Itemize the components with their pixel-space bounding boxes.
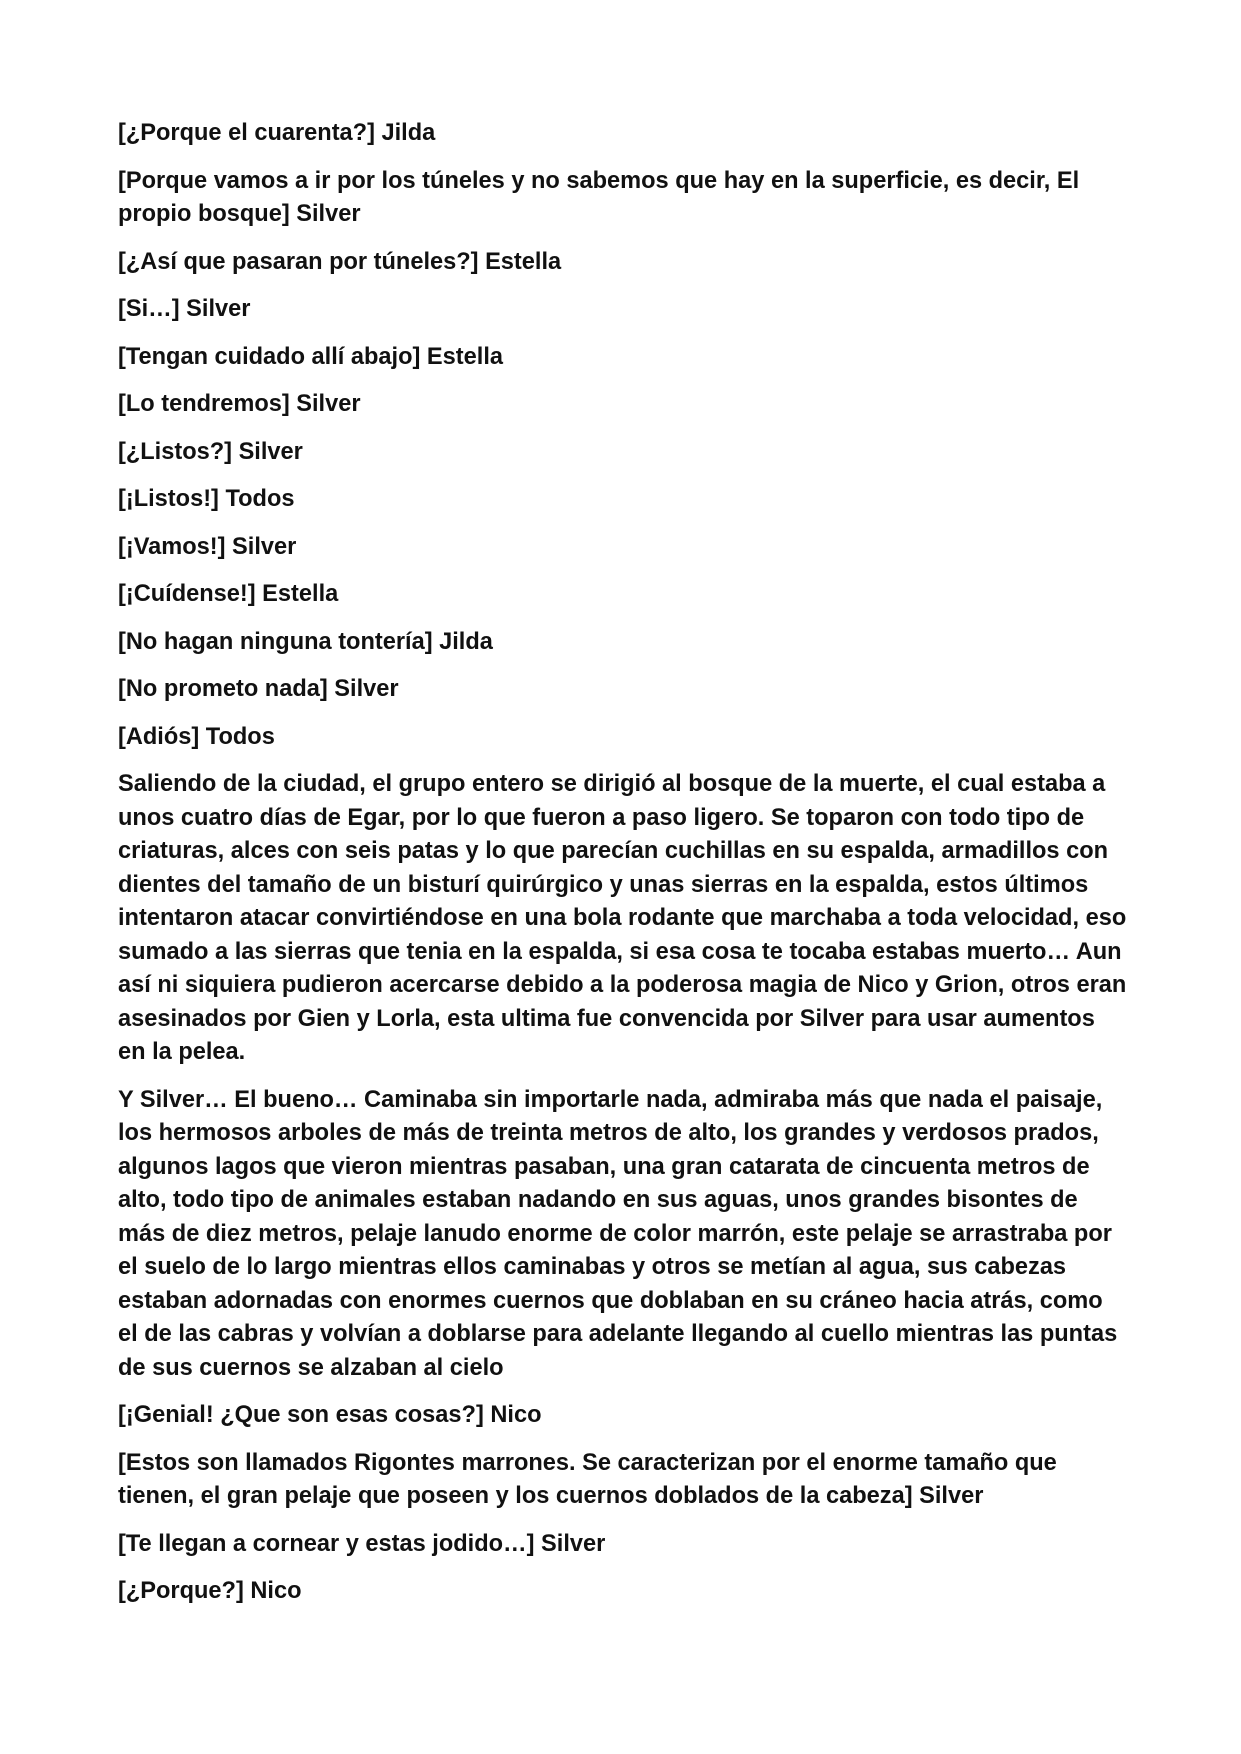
dialogue-line: [No prometo nada] Silver — [118, 676, 399, 702]
dialogue-line: [Estos son llamados Rigontes marrones. Se caracterizan por el enorme tamaño que tienen, el gran pelaje que poseen y los cuernos doblados de la cabeza] Silver — [118, 1449, 1057, 1509]
dialogue-line: [¿Así que pasaran por túneles?] Estella — [118, 248, 562, 275]
narrative-paragraph: Y Silver… El bueno… Caminaba sin importarle nada, admiraba más que nada el paisaje, los hermosos arboles de más de treinta metros de alto, los grandes y verdosos prados, algunos lagos que vieron mientras pasaban, una gran catarata de cincuenta metros de alto, todo tipo de animales estaban nadando en sus aguas, unos grandes bisontes de más de diez metros, pelaje lanudo enorme de color marrón, este pelaje se arrastraba por el suelo de lo largo mientras ellos caminabas y otros se metían al agua, sus cabezas estaban adornadas con enormes cuernos que doblaban en su cráneo hacia atrás, como el de las cabras y volvían a doblarse para adelante llegando al cuello mientras las puntas de sus cuernos se alzaban al cielo — [118, 1086, 1118, 1381]
dialogue-line: [¡Listos!] Todos — [118, 486, 295, 512]
dialogue-line: [¿Listos?] Silver — [118, 438, 303, 465]
dialogue-line: [Te llegan a cornear y estas jodido…] Silver — [118, 1530, 606, 1557]
dialogue-line: [¿Porque?] Nico — [118, 1578, 302, 1604]
dialogue-line: [Lo tendremos] Silver — [118, 391, 361, 417]
dialogue-line: [¡Cuídense!] Estella — [118, 581, 339, 607]
dialogue-line: [No hagan ninguna tontería] Jilda — [118, 628, 493, 655]
dialogue-line: [¿Porque el cuarenta?] Jilda — [118, 120, 436, 146]
narrative-paragraph: Saliendo de la ciudad, el grupo entero se dirigió al bosque de la muerte, el cual estaba a unos cuatro días de Egar, por lo que fueron a paso ligero. Se toparon con todo tipo de criaturas, alces con seis patas y lo que parecían cuchillas en su espalda, armadillos con dientes del tamaño de un bisturí quirúrgico y unas sierras en la espalda, estos últimos intentaron atacar convirtiéndose en una bola rodante que marchaba a toda velocidad, eso sumado a las sierras que tenia en la espalda, si esa cosa te tocaba estabas muerto… Aun así ni siquiera pudieron acercarse debido a la poderosa magia de Nico y Grion, otros eran asesinados por Gien y Lorla, esta ultima fue convencida por Silver para usar aumentos en la pelea. — [118, 771, 1127, 1065]
document-body — [118, 117, 1128, 1623]
dialogue-line: [Adiós] Todos — [118, 723, 275, 750]
dialogue-line: [¡Vamos!] Silver — [118, 533, 297, 560]
dialogue-line: [Porque vamos a ir por los túneles y no sabemos que hay en la superficie, es decir, El propio bosque] Silver — [118, 167, 1080, 227]
dialogue-line: [Tengan cuidado allí abajo] Estella — [118, 343, 503, 370]
dialogue-line: [Si…] Silver — [118, 296, 251, 322]
dialogue-line: [¡Genial! ¿Que son esas cosas?] Nico — [118, 1402, 542, 1428]
